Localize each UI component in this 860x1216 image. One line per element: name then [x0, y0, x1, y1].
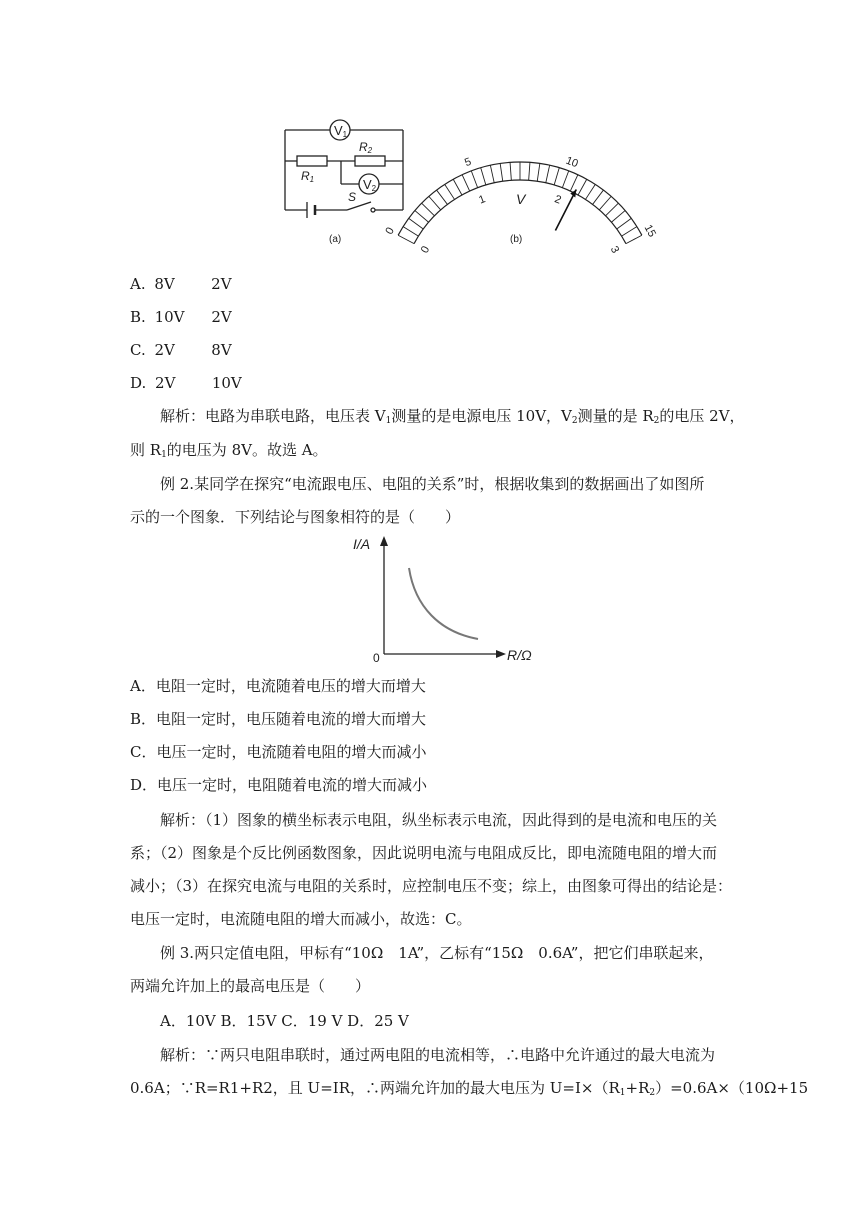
origin-label: 0	[373, 651, 380, 665]
voltmeter-dial	[383, 120, 658, 256]
resistor-r2	[355, 156, 385, 166]
option-value-2: 8V	[211, 341, 232, 359]
inverse-curve	[409, 568, 478, 639]
current-resistance-graph	[345, 532, 535, 665]
dial-tick	[490, 165, 494, 183]
option-letter: D.	[130, 374, 147, 392]
q1-option-a[interactable]	[130, 274, 232, 294]
dial-tick	[429, 196, 441, 210]
dial-tick	[422, 203, 435, 216]
x-axis-label: R/Ω	[507, 647, 532, 663]
dial-tick	[510, 162, 511, 180]
dial-tick	[622, 227, 637, 237]
q3-stem-line-1: 例 3.两只定值电阻，甲标有“10Ω 1A”，乙标有“15Ω 0.6A”，把它们串联起来，	[160, 944, 714, 962]
q3-analysis-line-1: 解析：∵两只电阻串联时，通过两电阻的电流相等，∴电路中允许通过的最大电流为	[160, 1046, 716, 1064]
option-letter: B.	[130, 308, 146, 326]
dial-tick	[570, 175, 578, 191]
dial-tick	[593, 190, 604, 204]
svg-text:V2: V2	[363, 177, 377, 193]
q3-analysis-line-2: 0.6A；∵R=R1+R2，且 U=IR，∴两端允许加的最大电压为 $U=I\times(R_1+R_2)=0.6A\times(10\Omega+15$	[130, 1079, 809, 1098]
q1-option-c[interactable]	[130, 340, 232, 360]
dial-inner-label: 2	[552, 193, 563, 207]
dial-tick	[599, 196, 611, 210]
dial-tick	[453, 179, 462, 195]
dial-inner-label: 0	[418, 244, 433, 256]
dial-inner-label: 3	[607, 244, 622, 256]
dial-outer-label: 0	[383, 225, 397, 237]
dial-outer-label: 15	[641, 222, 658, 240]
option-value-2: 2V	[211, 275, 232, 293]
option-value-1: 2V	[155, 374, 176, 392]
dial-tick	[537, 163, 540, 181]
option-value-2: 10V	[211, 374, 242, 392]
option-value-1: 10V	[154, 308, 185, 326]
y-axis-label: I/A	[353, 536, 371, 552]
q1-analysis-line-2: 则 $R_1$的电压为 8V。故选 A。	[130, 441, 328, 460]
dial-tick	[481, 168, 486, 185]
figure-b-caption: (b)	[510, 234, 523, 245]
dial-tick	[578, 179, 587, 195]
dial-outer-label: 5	[463, 155, 474, 170]
dial-tick	[585, 184, 595, 199]
q1-analysis-line-1: 解析：电路为串联电路，电压表 $V_1$测量的是电源电压 10V，$V_2$测量的是 $R_2$的电压 2V，	[160, 407, 745, 426]
q3-stem-line-2: 两端允许加上的最高电压是（ ）	[130, 977, 371, 995]
r1-label: R1	[301, 169, 315, 184]
q3-options[interactable]: A．10V B．15V C．19 V D．25 V	[160, 1012, 409, 1030]
dial-outer-label: 10	[564, 154, 580, 171]
dial-tick	[617, 218, 632, 229]
switch-label: S	[348, 190, 357, 204]
q2-analysis-line-3: 减小；（3）在探究电流与电阻的关系时，应控制电压不变；综上，由图象可得出的结论是：	[130, 877, 733, 895]
option-value-2: 2V	[211, 308, 232, 326]
option-letter: C.	[130, 341, 146, 359]
dial-tick	[445, 184, 455, 199]
dial-tick	[462, 175, 470, 191]
resistor-r1	[297, 156, 327, 166]
dial-tick	[554, 168, 559, 185]
dial-tick	[529, 162, 530, 180]
q1-option-d[interactable]	[130, 373, 242, 393]
q2-analysis-line-2: 系；（2）图象是个反比例函数图象，因此说明电流与电阻成反比，即电流随电阻的增大而	[130, 844, 718, 862]
q2-option-b[interactable]: B．电阻一定时，电压随着电流的增大而增大	[130, 710, 427, 728]
y-axis-arrow	[380, 536, 388, 546]
v2-meter	[359, 174, 379, 194]
x-axis-arrow	[496, 650, 506, 658]
q1-option-b[interactable]	[130, 307, 232, 327]
q2-option-d[interactable]: D．电压一定时，电阻随着电流的增大而减小	[130, 776, 428, 794]
dial-tick	[471, 171, 477, 188]
q2-analysis-line-4: 电压一定时，电流随电阻的增大而减小，故选：C。	[130, 910, 472, 928]
dial-tick	[500, 163, 503, 181]
dial-tick	[626, 235, 642, 243]
battery-symbol	[307, 202, 315, 218]
q2-option-a[interactable]: A．电阻一定时，电流随着电压的增大而增大	[130, 677, 426, 695]
svg-text:V1: V1	[334, 123, 348, 139]
q2-stem-line-1: 例 2.某同学在探究“电流跟电压、电阻的关系”时，根据收集到的数据画出了如图所	[160, 475, 705, 493]
dial-inner-label: 1	[477, 193, 488, 207]
dial-unit-label: V	[516, 191, 526, 207]
dial-tick	[611, 211, 625, 223]
q2-stem-line-2: 示的一个图象．下列结论与图象相符的是（ ）	[130, 508, 461, 526]
option-value-1: 2V	[154, 341, 175, 359]
r2-label: R2	[359, 140, 373, 155]
q2-analysis-line-1: 解析：（1）图象的横坐标表示电阻，纵坐标表示电流，因此得到的是电流和电压的关	[160, 811, 718, 829]
option-value-1: 8V	[154, 275, 175, 293]
figure-a-caption: (a)	[329, 234, 342, 245]
dial-tick	[415, 211, 429, 223]
dial-tick	[546, 165, 550, 183]
q2-option-c[interactable]: C．电压一定时，电流随着电阻的增大而减小	[130, 743, 427, 761]
dial-tick	[606, 203, 619, 216]
dial-tick	[562, 171, 568, 188]
option-letter: A.	[130, 275, 146, 293]
v1-meter	[330, 120, 350, 140]
dial-tick	[437, 190, 448, 204]
